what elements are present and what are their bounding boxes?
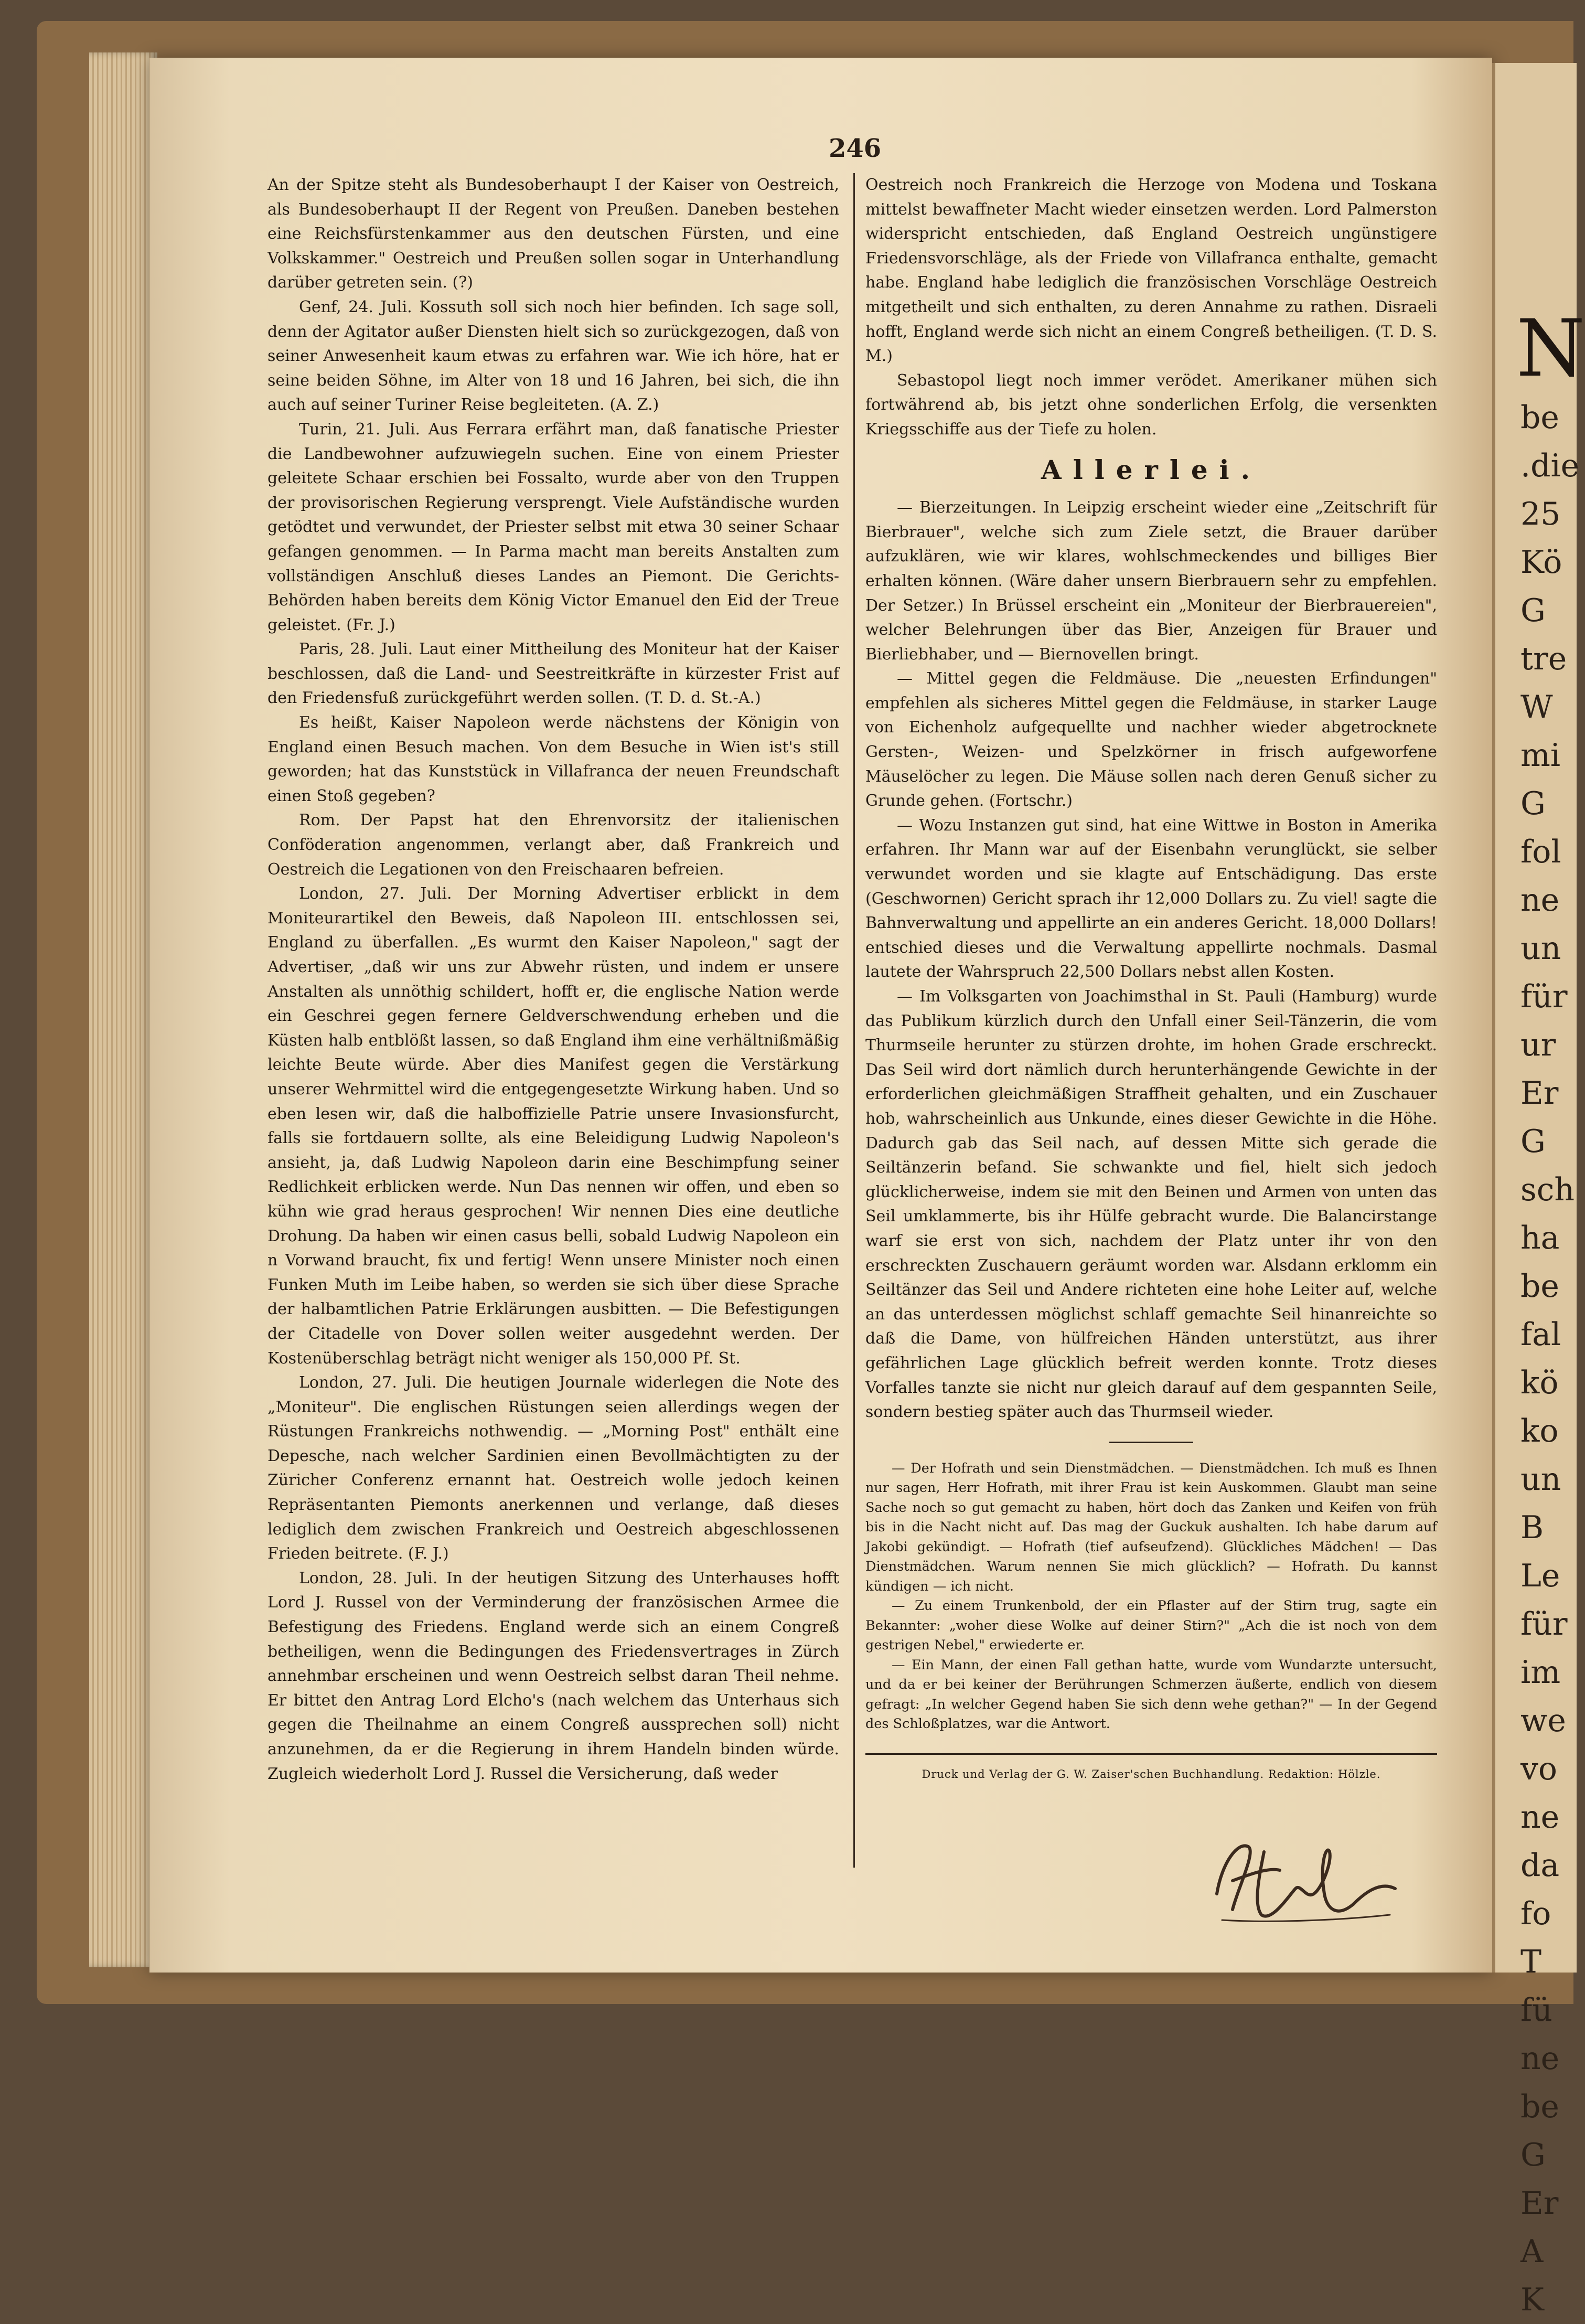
adjacent-page-fragment: 25 (1520, 496, 1561, 532)
column-divider (853, 173, 855, 1868)
adjacent-page-fragment: vo (1520, 1751, 1558, 1787)
article-paragraph: Sebastopol liegt noch immer verödet. Amerikaner mühen sich fortwährend ab, bis jetzt ohne sonderlichen Erfolg, die versenkten Kriegsschiffe aus der Tiefe zu holen. (865, 371, 1437, 439)
adjacent-page-fragment: T (1520, 1944, 1542, 1980)
adjacent-page-heading: N (1516, 303, 1585, 395)
adjacent-page-fragment: K (1520, 2282, 1544, 2318)
adjacent-page-fragment: fol (1520, 834, 1561, 870)
adjacent-page-fragment: Er (1520, 1075, 1559, 1112)
article-paragraph: Rom. Der Papst hat den Ehrenvorsitz der italienischen Conföderation angenommen, verlangt aber, daß Frankreich und Oestreich die Legationen von den Freischaaren befreien. (267, 811, 839, 879)
adjacent-page-fragment: da (1520, 1847, 1560, 1884)
adjacent-page-fragment: G (1520, 1123, 1546, 1160)
section-heading: Allerlei. (1041, 454, 1262, 485)
adjacent-page-fragment: ne (1520, 2040, 1560, 2077)
adjacent-page-fragment: un (1520, 1461, 1561, 1498)
miscellany-item: — Bierzeitungen. In Leipzig erscheint wieder eine „Zeitschrift für Bierbrauer", welche sich zum Ziele setzt, die Brauer darüber aufzuklären, wie wir klares, wohlschmeckendes und billiges Bier erhalten können. (Wäre daher unsern Bierbrauern sehr zu empfehlen. Der Setzer.) In Brüssel erscheint ein „Moniteur der Bierbrauereien", welcher Belehrungen über das Bier, Anzeigen für Brauer und Bierliebhaber, und — Biernovellen bringt. (865, 498, 1437, 664)
adjacent-page-fragment: G (1520, 592, 1546, 629)
adjacent-page-fragment: B (1520, 1509, 1544, 1546)
adjacent-page-fragment: be (1520, 2088, 1559, 2125)
miscellany-item: — Mittel gegen die Feldmäuse. Die „neuesten Erfindungen" empfehlen als sicheres Mittel gegen die Feldmäuse, in starker Lauge von Eichenholz aufgequellte und nachher wieder abgetrocknete Gersten-, Weizen- und Spelzkörner in frisch aufgeworfene Mäuselöcher zu legen. Die Mäuse sollen nach deren Genuß sicher zu Grunde gehen. (Fortschr.) (865, 669, 1437, 811)
adjacent-page-fragment: sch (1520, 1171, 1575, 1208)
adjacent-page-fragment: Er (1520, 2185, 1559, 2222)
miscellany-item: — Im Volksgarten von Joachimsthal in St. Pauli (Hamburg) wurde das Publikum kürzlich durch den Unfall einer Seil-Tänzerin, die vom Thurmseile herunter zu stürzen drohte, im hohen Grade erschreckt. Das Seil wird dort nämlich durch herunterhängende Gewichte in der erforderlichen gleichmäßigen Straffheit gehalten, und ein Zuschauer hob, wahrscheinlich aus Unkunde, eines dieser Gewichte in die Höhe. Dadurch gab das Seil nach, auf dessen Mitte sich gerade die Seiltänzerin befand. Sie schwankte und fiel, hielt sich jedoch glücklicherweise, indem sie mit den Beinen und Armen von unten das Seil umklammerte, bis ihr Hülfe gebracht wurde. Die Balancirstange warf sie erst von sich, nachdem der Platz unter ihr von den erschreckten Zuschauern geräumt worden war. Alsdann erklomm ein Seiltänzer das Seil und Andere richteten eine hohe Leiter auf, welche an das unterdessen möglichst schlaff gemachte Seil hinanreichte so daß die Dame, von hülfreichen Händen unterstützt, aus ihrer gefährlichen Lage glücklich befreit werden konnte. Trotz dieses Vorfalles tanzte sie nicht nur gleich darauf auf dem gespannten Seile, sondern bestieg später auch das Thurmseil wieder. (865, 987, 1437, 1422)
adjacent-page-fragment: kö (1520, 1364, 1559, 1401)
adjacent-page-fragment: be (1520, 399, 1559, 436)
adjacent-page-fragment: ne (1520, 1799, 1560, 1836)
anecdote: — Ein Mann, der einen Fall gethan hatte, wurde vom Wundarzte untersucht, und da er bei keiner der Berührungen Schmerzen äußerte, endlich von diesem gefragt: „In welcher Gegend haben Sie sich denn wehe gethan?" — In der Gegend des Schloßplatzes, war die Antwort. (865, 1657, 1437, 1732)
imprint-divider (865, 1753, 1437, 1755)
article-paragraph: Oestreich noch Frankreich die Herzoge von Modena und Toskana mittelst bewaffneter Macht wieder einsetzen werden. Lord Palmerston widerspricht entschieden, daß England Oestreich ungünstigere Friedensvorschläge, als der Friede von Villafranca enthalte, gemacht habe. England habe lediglich die französischen Vorschläge Oestreich mitgetheilt und sich enthalten, zu deren Annahme zu rathen. Disraeli hofft, England werde sich nicht an einem Congreß betheiligen. (T. D. S. M.) (865, 176, 1437, 366)
article-paragraph: Turin, 21. Juli. Aus Ferrara erfährt man, daß fanatische Priester die Landbewohner aufzuwiegeln suchen. Eine von einem Priester geleitete Schaar erschien bei Fossalto, wurde aber von den Truppen der provisorischen Regierung versprengt. Viele Aufständische wurden getödtet und verwundet, der Priester selbst mit etwa 30 seiner Schaar gefangen genommen. — In Parma macht man bereits Anstalten zum vollständigen Anschluß dieses Landes an Piemont. Die Gerichts-Behörden haben bereits dem König Victor Emanuel den Eid der Treue geleistet. (Fr. J.) (267, 420, 839, 634)
adjacent-page-fragment: W (1520, 689, 1553, 726)
anecdote: — Der Hofrath und sein Dienstmädchen. — Dienstmädchen. Ich muß es Ihnen nur sagen, Herr Hofrath, mit ihrer Frau ist kein Auskommen. Glaubt man seine Sache noch so gut gemacht zu haben, hört doch das Zanken und Keifen von früh bis in die Nacht nicht auf. Das mag der Guckuk aushalten. Ich habe darum auf Jakobi gekündigt. — Hofrath (tief aufseufzend). Glückliches Mädchen! — Das Dienstmädchen. Warum nennen Sie mich glücklich? — Hofrath. Du kannst kündigen — ich nicht. (865, 1460, 1437, 1594)
adjacent-page-fragment: fü (1520, 1992, 1552, 2029)
adjacent-page-fragment: im (1520, 1654, 1561, 1691)
adjacent-page-fragment: ko (1520, 1413, 1559, 1449)
adjacent-page-fragment: G (1520, 785, 1546, 822)
adjacent-page-fragment: für (1520, 978, 1568, 1015)
adjacent-page-fragment: un (1520, 930, 1561, 967)
adjacent-page-fragment: G (1520, 2137, 1546, 2173)
article-paragraph: London, 28. Juli. In der heutigen Sitzung des Unterhauses hofft Lord J. Russel von der Verminderung der französischen Armee die Befestigung des Friedens. England werde sich an einem Congreß betheiligen, wenn die Bedingungen des Friedensvertrages in Zürch annehmbar erscheinen und wenn Oestreich selbst daran Theil nehme. Er bittet den Antrag Lord Elcho's (nach welchem das Unterhaus sich gegen die Theilnahme an einem Congreß aussprechen soll) nicht anzunehmen, da er die Regierung in ihrem Handeln binden würde. Zugleich wiederholt Lord J. Russel die Versicherung, daß weder (267, 1569, 839, 1783)
imprint-line: Druck und Verlag der G. W. Zaiser'schen Buchhandlung. Redaktion: Hölzle. (922, 1767, 1381, 1781)
section-divider (1109, 1442, 1193, 1443)
adjacent-page-fragment: für (1520, 1606, 1568, 1643)
adjacent-page-fragment: mi (1520, 737, 1561, 774)
adjacent-page-fragments (1495, 393, 1580, 2324)
adjacent-page-fragment: Kö (1520, 544, 1562, 581)
article-paragraph: Es heißt, Kaiser Napoleon werde nächstens der Königin von England einen Besuch machen. Von dem Besuche in Wien ist's still geworden; hat das Kunststück in Villafranca der neuen Freundschaft einen Stoß gegeben? (267, 713, 839, 805)
article-paragraph: London, 27. Juli. Die heutigen Journale widerlegen die Note des „Moniteur". Die englischen Rüstungen seien allerdings wegen der Rüstungen Frankreichs nothwendig. — „Morning Post" enthält eine Depesche, nach welcher Sardinien einen Bevollmächtigten zu der Züricher Conferenz ernannt hat. Oestreich wolle jedoch keinen Repräsentanten Piemonts anerkennen und verlange, daß dieses lediglich dem zwischen Frankreich und Oestreich abgeschlossenen Frieden beitrete. (F. J.) (267, 1373, 839, 1563)
left-column (267, 173, 839, 1786)
adjacent-page-fragment: .die (1520, 447, 1580, 484)
adjacent-page-fragment: Le (1520, 1558, 1560, 1594)
adjacent-page-fragment: fo (1520, 1895, 1551, 1932)
page-edges (89, 52, 157, 1967)
anecdotes-block (865, 1459, 1437, 1734)
adjacent-page-fragment: be (1520, 1268, 1559, 1305)
article-paragraph: An der Spitze steht als Bundesoberhaupt I der Kaiser von Oestreich, als Bundesoberhaupt II der Regent von Preußen. Daneben bestehen eine Reichsfürstenkammer aus den deutschen Fürsten, und eine Volkskammer." Oestreich und Preußen sollen sogar in Unterhandlung darüber getreten sein. (?) (267, 176, 839, 292)
adjacent-page-fragment: tre (1520, 641, 1567, 677)
article-paragraph: Genf, 24. Juli. Kossuth soll sich noch hier befinden. Ich sage soll, denn der Agitator außer Diensten hielt sich so zurückgezogen, daß von seiner Anwesenheit kaum etwas zu erfahren war. Wie ich höre, hat er seine beiden Söhne, im Alter von 18 und 16 Jahren, bei sich, die ihn auch auf seiner Turiner Reise begleiteten. (A. Z.) (267, 297, 839, 414)
article-paragraph: London, 27. Juli. Der Morning Advertiser erblickt in dem Moniteurartikel den Beweis, daß Napoleon III. entschlossen sei, England zu überfallen. „Es wurmt den Kaiser Napoleon," sagt der Advertiser, „daß wir uns zur Abwehr rüsten, und indem er unsere Anstalten als unnöthig schildert, hofft er, die englische Nation werde ein Geschrei gegen fernere Geldverschwendung erheben und die Küsten halb entblößt lassen, so daß England ihm eine verhältnißmäßig leichte Beute würde. Aber dies Manifest gegen die Verstärkung unserer Wehrmittel wird die entgegengesetzte Wirkung haben. Und so eben lesen wir, daß die halboffizielle Patrie unsere Invasionsfurcht, falls sie fortdauern sollte, als eine Beleidigung Ludwig Napoleon's ansieht, ja, daß Ludwig Napoleon darin eine Beschimpfung seiner Redlichkeit erblicken werde. Nun Das nennen wir offen, und eben so kühn wie grad heraus gesprochen! Wir nennen Dies eine deutliche Drohung. Da haben wir einen casus belli, sobald Ludwig Napoleon ein n Vorwand braucht, fix und fertig! Wenn unsere Minister noch einen Funken Muth im Leibe haben, so werden sie sich über diese Sprache der halbamtlichen Patrie Erklärungen ausbitten. — Die Befestigungen der Citadelle von Dover sollen weiter ausgedehnt werden. Der Kostenüberschlag beträgt nicht weniger als 150,000 Pf. St. (267, 884, 839, 1368)
adjacent-page-fragment: ha (1520, 1220, 1560, 1256)
adjacent-page-fragment: fal (1520, 1316, 1561, 1353)
page-number: 246 (829, 134, 882, 163)
adjacent-page-fragment: ne (1520, 882, 1560, 919)
right-column (865, 173, 1437, 1786)
adjacent-page (1492, 63, 1585, 2318)
miscellany-item: — Wozu Instanzen gut sind, hat eine Wittwe in Boston in Amerika erfahren. Ihr Mann war auf der Eisenbahn verunglückt, sie selber verwundet worden und sie klagte auf Entschädigung. Das erste (Geschwornen) Gericht sprach ihr 12,000 Dollars zu. Zu viel! sagte die Bahnverwaltung und appellirte an ein anderes Gericht. 18,000 Dollars! entschied dieses und die Verwaltung appellirte nochmals. Dasmal lautete der Wahrspruch 22,500 Dollars nebst allen Kosten. (865, 816, 1437, 982)
article-paragraph: Paris, 28. Juli. Laut einer Mittheilung des Moniteur hat der Kaiser beschlossen, daß die Land- und Seestreitkräfte in kürzester Frist auf den Friedensfuß zurückgeführt werden sollen. (T. D. d. St.-A.) (267, 640, 839, 708)
adjacent-page-fragment: A (1520, 2233, 1544, 2270)
adjacent-page-fragment: we (1520, 1702, 1566, 1739)
adjacent-page-fragment: ur (1520, 1027, 1556, 1063)
handwritten-signature (1201, 1831, 1406, 1931)
anecdote: — Zu einem Trunkenbold, der ein Pflaster auf der Stirn trug, sagte ein Bekannter: „woher diese Wolke auf deiner Stirn?" „Ach die ist noch von dem gestrigen Nebel," erwiederte er. (865, 1598, 1437, 1654)
